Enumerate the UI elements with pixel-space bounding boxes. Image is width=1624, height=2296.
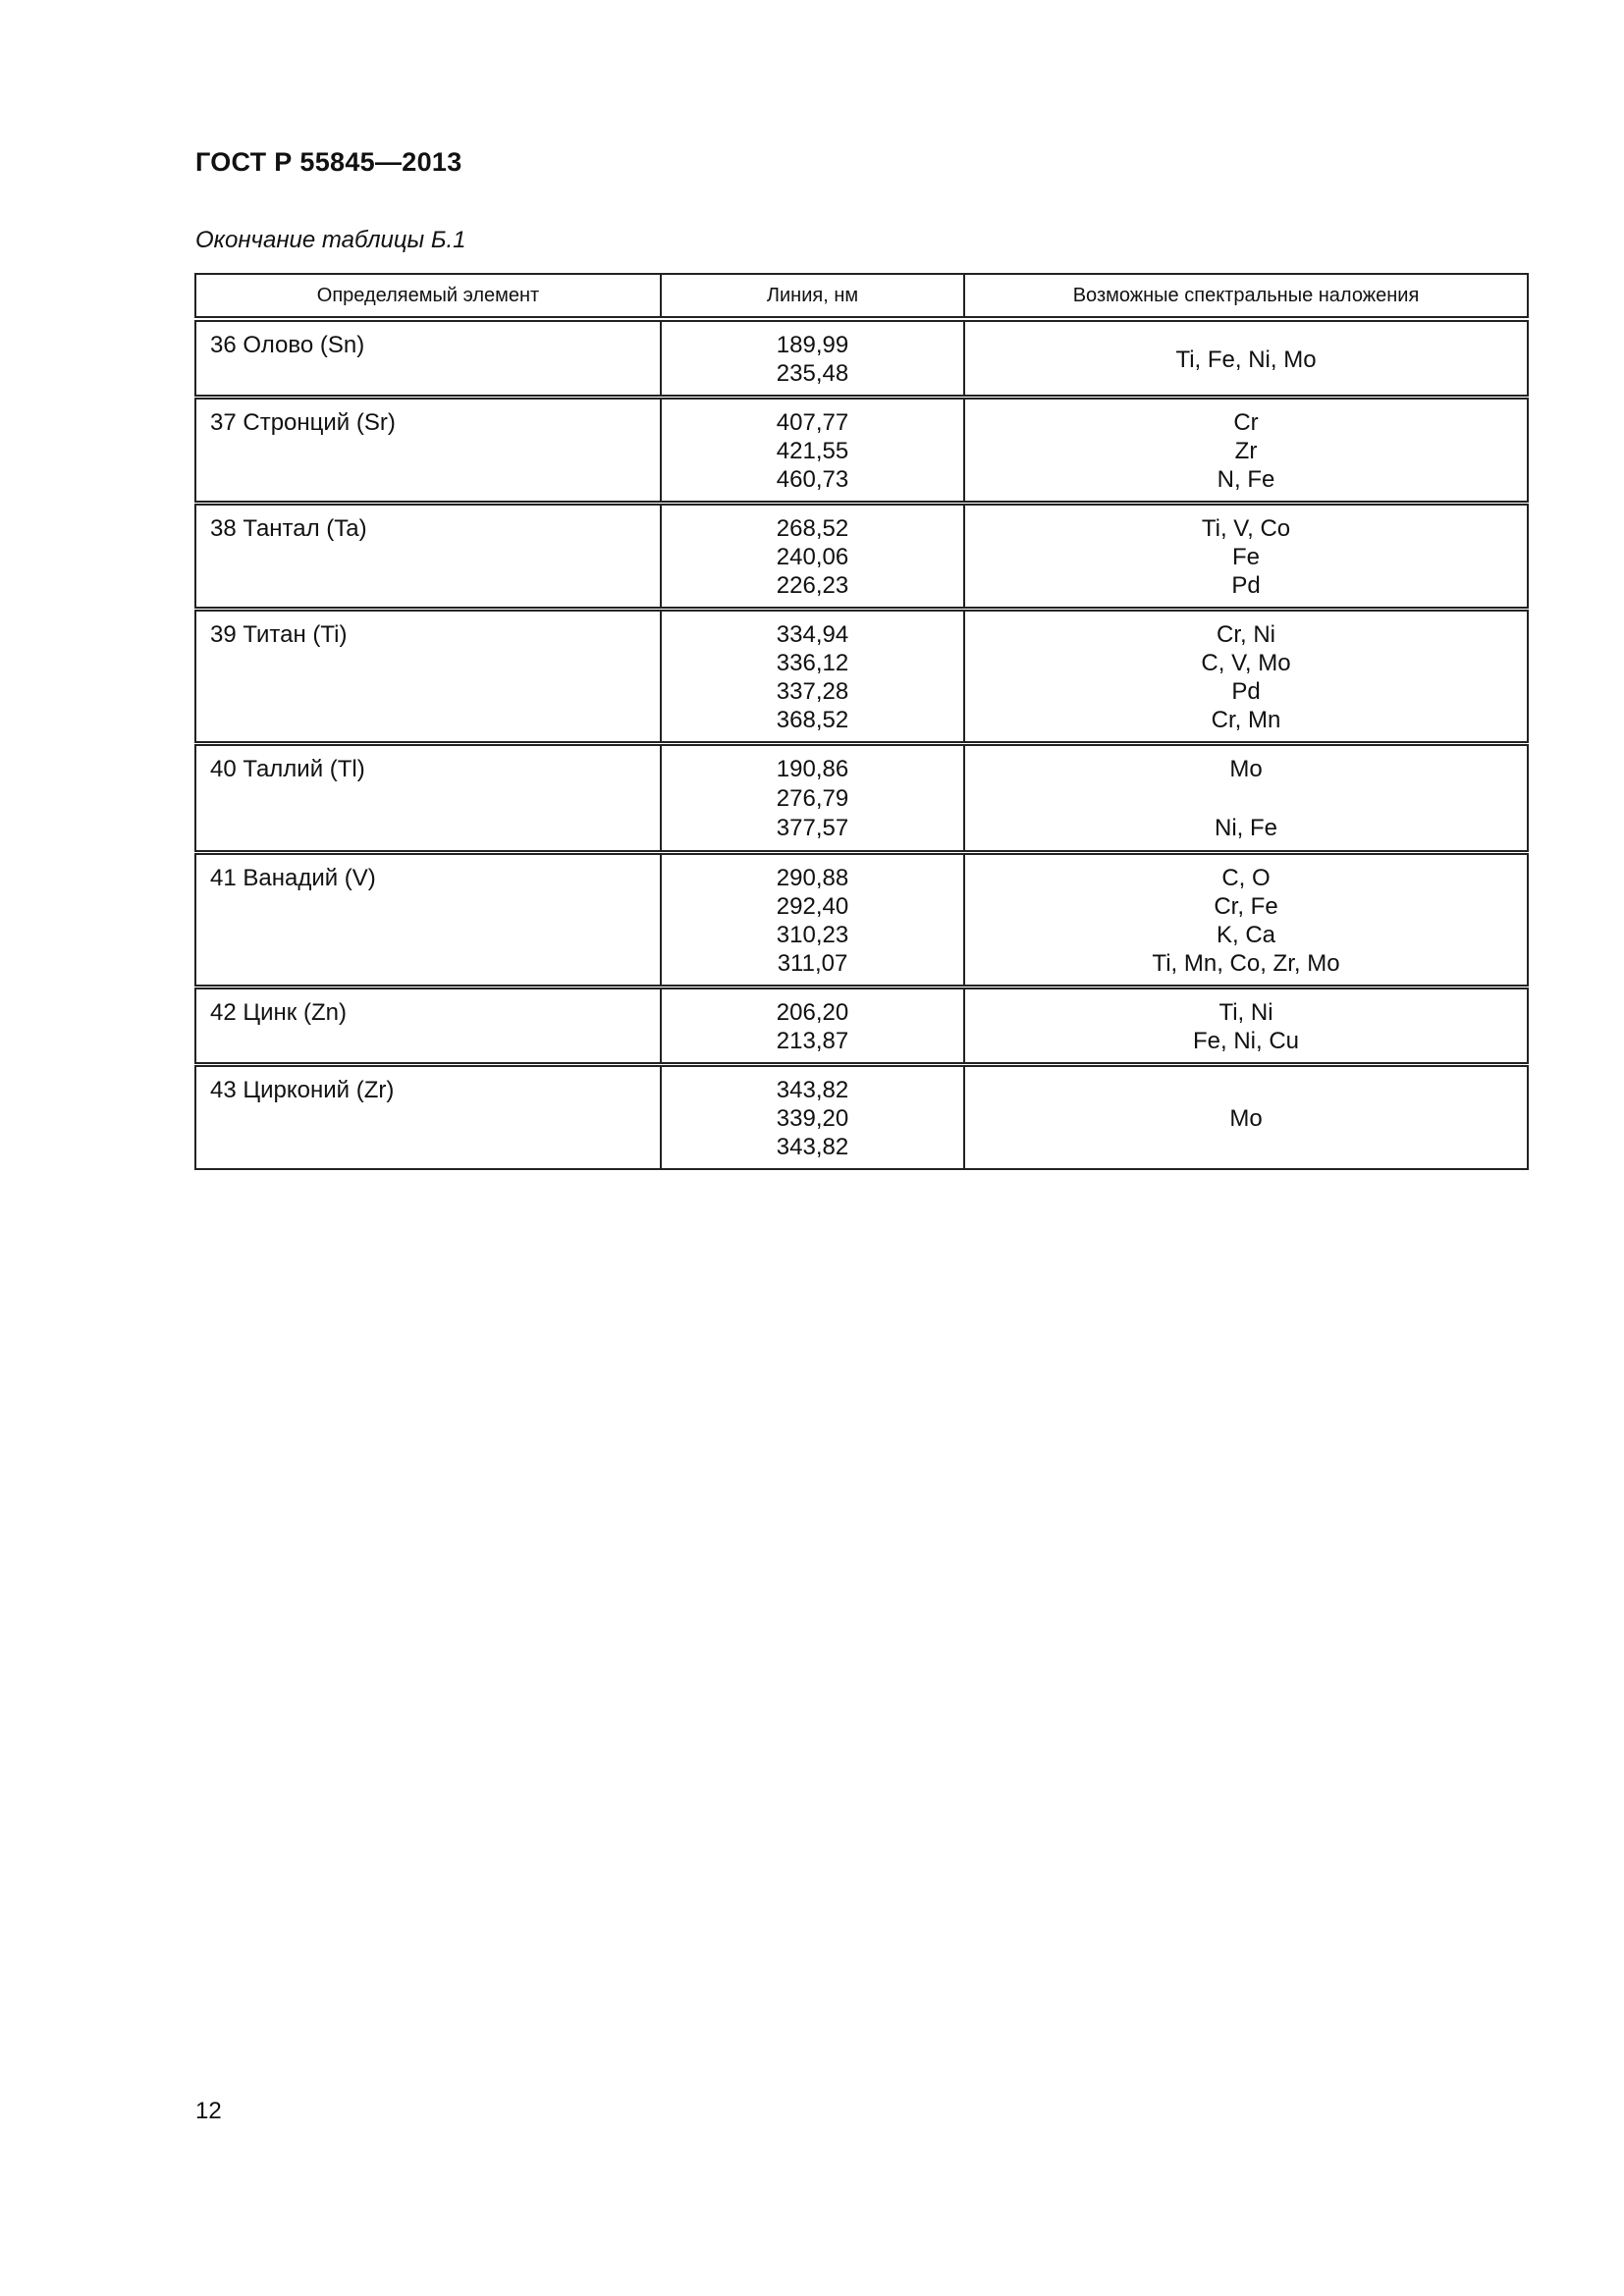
overlap-value: Fe xyxy=(1231,544,1260,570)
lines-cell xyxy=(661,610,964,744)
overlap-value: N, Fe xyxy=(1217,466,1275,493)
element-cell: 38 Тантал (Ta) xyxy=(195,504,661,610)
table-row xyxy=(195,744,1528,853)
table-caption: Окончание таблицы Б.1 xyxy=(195,227,466,253)
lines-cell xyxy=(661,744,964,853)
overlaps-cell xyxy=(964,319,1528,398)
table-row xyxy=(195,398,1528,504)
overlap-value: Pd xyxy=(1231,572,1261,599)
spectral-table-container xyxy=(194,273,1527,1170)
overlap-value: Ti, V, Co xyxy=(1201,515,1291,542)
overlap-value: C, V, Mo xyxy=(1201,650,1291,676)
overlaps-cell xyxy=(964,398,1528,504)
line-value: 421,55 xyxy=(776,438,849,464)
overlaps-cell xyxy=(964,610,1528,744)
page-number: 12 xyxy=(195,2098,222,2124)
line-value: 460,73 xyxy=(776,466,849,493)
line-value: 206,20 xyxy=(776,999,849,1026)
overlap-value: Cr, Fe xyxy=(1214,893,1278,920)
line-value: 235,48 xyxy=(776,360,849,387)
overlap-value: Ti, Ni xyxy=(1218,999,1273,1026)
overlap-value: K, Ca xyxy=(1216,922,1276,948)
line-value: 240,06 xyxy=(776,544,849,570)
line-value: 377,57 xyxy=(776,815,849,841)
overlaps-cell xyxy=(964,744,1528,853)
overlap-value: Fe, Ni, Cu xyxy=(1192,1028,1300,1054)
element-cell: 43 Цирконий (Zr) xyxy=(195,1065,661,1170)
line-value: 276,79 xyxy=(776,785,849,812)
line-value: 334,94 xyxy=(776,621,849,648)
line-value: 368,52 xyxy=(776,707,849,733)
table-row xyxy=(195,319,1528,398)
line-value: 189,99 xyxy=(776,332,849,358)
line-value: 290,88 xyxy=(776,865,849,891)
line-value: 337,28 xyxy=(776,678,849,705)
overlaps-cell xyxy=(964,988,1528,1065)
element-cell: 36 Олово (Sn) xyxy=(195,319,661,398)
overlap-value: Ti, Mn, Co, Zr, Mo xyxy=(1152,950,1340,977)
column-header-element: Определяемый элемент xyxy=(195,274,661,319)
line-value: 343,82 xyxy=(776,1134,849,1160)
table-row xyxy=(195,853,1528,988)
table-row xyxy=(195,1065,1528,1170)
line-value: 336,12 xyxy=(776,650,849,676)
line-value: 407,77 xyxy=(776,409,849,436)
column-header-overlaps: Возможные спектральные наложения xyxy=(964,274,1528,319)
element-cell: 41 Ванадий (V) xyxy=(195,853,661,988)
overlap-value: Ti, Fe, Ni, Mo xyxy=(1175,346,1317,373)
overlap-value: Ni, Fe xyxy=(1214,815,1277,841)
overlap-value: Mo xyxy=(1229,1105,1263,1132)
line-value: 213,87 xyxy=(776,1028,849,1054)
overlap-value: Mo xyxy=(1229,756,1263,782)
line-value: 268,52 xyxy=(776,515,849,542)
lines-cell xyxy=(661,853,964,988)
line-value: 310,23 xyxy=(776,922,849,948)
element-cell: 40 Таллий (Tl) xyxy=(195,744,661,853)
overlap-value xyxy=(979,784,1513,814)
line-value: 343,82 xyxy=(776,1077,849,1103)
table-row xyxy=(195,610,1528,744)
lines-cell xyxy=(661,398,964,504)
lines-cell xyxy=(661,319,964,398)
lines-cell xyxy=(661,988,964,1065)
overlap-value: Cr, Ni xyxy=(1217,621,1275,648)
table-row xyxy=(195,988,1528,1065)
overlap-value: Pd xyxy=(1231,678,1261,705)
overlaps-cell xyxy=(964,504,1528,610)
overlap-value: Zr xyxy=(1234,438,1258,464)
lines-cell xyxy=(661,504,964,610)
line-value: 190,86 xyxy=(776,756,849,782)
element-cell: 37 Стронций (Sr) xyxy=(195,398,661,504)
overlaps-cell xyxy=(964,1065,1528,1170)
table-header-row xyxy=(195,274,1528,319)
overlaps-cell xyxy=(964,853,1528,988)
element-cell: 39 Титан (Ti) xyxy=(195,610,661,744)
element-cell: 42 Цинк (Zn) xyxy=(195,988,661,1065)
document-header: ГОСТ Р 55845—2013 xyxy=(195,147,462,177)
lines-cell xyxy=(661,1065,964,1170)
overlap-value: C, O xyxy=(1221,865,1271,891)
overlap-value: Cr, Mn xyxy=(1211,707,1281,733)
line-value: 226,23 xyxy=(776,572,849,599)
line-value: 339,20 xyxy=(776,1105,849,1132)
line-value: 311,07 xyxy=(777,950,848,977)
spectral-overlap-table xyxy=(194,273,1529,1170)
column-header-line: Линия, нм xyxy=(661,274,964,319)
line-value: 292,40 xyxy=(776,893,849,920)
overlap-value: Cr xyxy=(1233,409,1259,436)
table-row xyxy=(195,504,1528,610)
